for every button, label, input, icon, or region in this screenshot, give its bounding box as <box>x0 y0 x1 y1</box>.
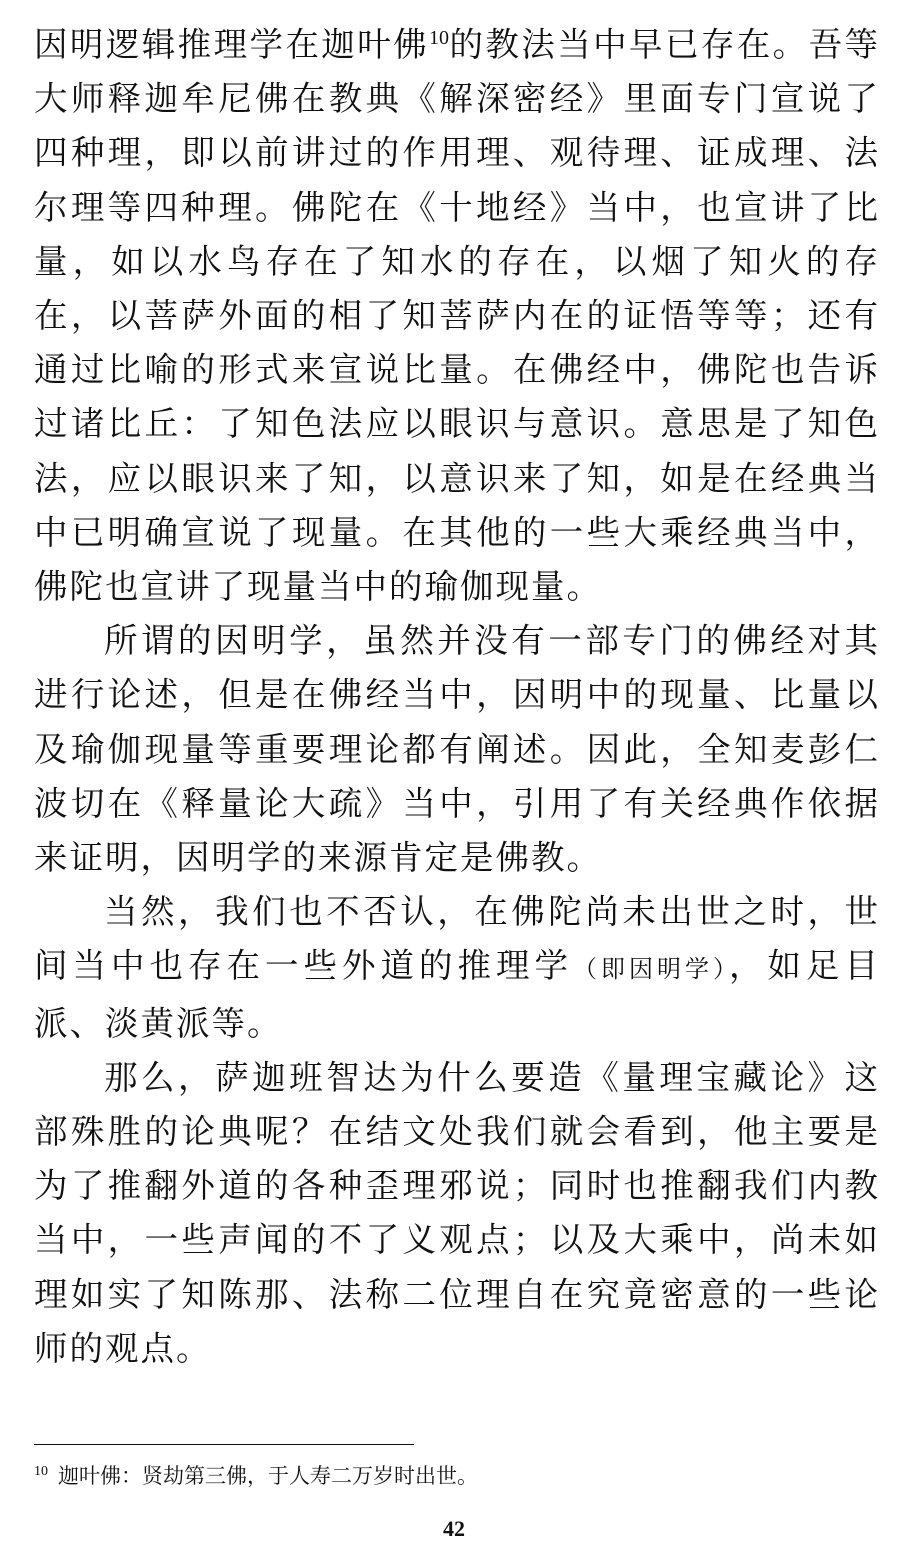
paragraph-1-start: 因明逻辑推理学在迦叶佛 <box>34 25 430 64</box>
footnote-divider <box>34 1444 414 1445</box>
paragraph-3-end: ，如足目派、淡黄派等。 <box>34 946 880 1043</box>
paragraph-1 <box>34 18 880 614</box>
page-number: 42 <box>443 1516 465 1541</box>
footnote-text: 迦叶佛：贤劫第三佛，于人寿二万岁时出世。 <box>58 1464 478 1488</box>
paragraph-4: 那么，萨迦班智达为什么要造《量理宝藏论》这部殊胜的论典呢？在结文处我们就会看到，他主要是为了推翻外道的各种歪理邪说；同时也推翻我们内教当中，一些声闻的不了义观点；以及大乘中，尚未如理如实了知陈那、法称二位理自在究竟密意的一些论师的观点。 <box>34 1057 880 1368</box>
footnote-reference: 10 <box>429 26 450 49</box>
paragraph-3-main: 当然，我们也不否认，在佛陀尚未出世之时，世间当中也存在一些外道的推理学 <box>34 892 880 986</box>
paragraph-1-rest: 的教法当中早已存在。吾等大师释迦牟尼佛在教典《解深密经》里面专门宣说了四种理，即以前讲过的作用理、观待理、证成理、法尔理等四种理。佛陀在《十地经》当中，也宣讲了比量，如以水鸟存在了知水的存在，以烟了知火的存在，以菩萨外面的相了知菩萨内在的证悟等等；还有通过比喻的形式来宣说比量。在佛经中，佛陀也告诉过诸比丘：了知色法应以眼识与意识。意思是了知色法，应以眼识来了知，以意识来了知，如是在经典当中已明确宣说了现量。在其他的一些大乘经典当中，佛陀也宣讲了现量当中的瑜伽现量。 <box>34 25 881 607</box>
paragraph-2: 所谓的因明学，虽然并没有一部专门的佛经对其进行论述，但是在佛经当中，因明中的现量、比量以及瑜伽现量等重要理论都有阐述。因此，全知麦彭仁波切在《释量论大疏》当中，引用了有关经典作依据来证明，因明学的来源肯定是佛教。 <box>34 621 880 878</box>
footnote-number: 10 <box>34 1464 48 1479</box>
inline-note: （即因明学） <box>573 955 729 984</box>
footnote <box>34 1462 880 1490</box>
paragraph-3 <box>34 885 880 1051</box>
main-text <box>34 18 880 1376</box>
